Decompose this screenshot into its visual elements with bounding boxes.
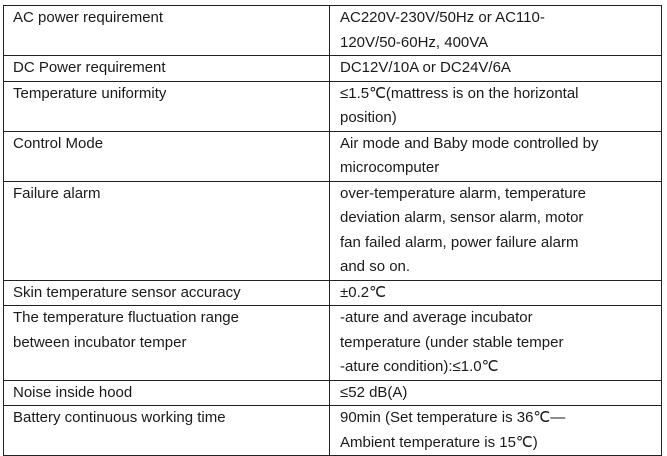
spec-label: Temperature uniformity [4, 81, 330, 131]
spec-value: over-temperature alarm, temperature deviation alarm, sensor alarm, motor fan failed alarm, power failure alarm and so on. [330, 181, 662, 280]
table-row [4, 406, 662, 456]
spec-value: DC12V/10A or DC24V/6A [330, 56, 662, 82]
spec-value: Air mode and Baby mode controlled by microcomputer [330, 131, 662, 181]
table-row [4, 81, 662, 131]
spec-label: Battery continuous working time [4, 406, 330, 456]
spec-label: DC Power requirement [4, 56, 330, 82]
spec-label: Control Mode [4, 131, 330, 181]
table-row [4, 6, 662, 56]
table-row [4, 380, 662, 406]
spec-label: Noise inside hood [4, 380, 330, 406]
spec-value: AC220V-230V/50Hz or AC110- 120V/50-60Hz, 400VA [330, 6, 662, 56]
spec-label: Failure alarm [4, 181, 330, 280]
table-row [4, 181, 662, 280]
spec-label: AC power requirement [4, 6, 330, 56]
specifications-table [3, 5, 662, 456]
table-row [4, 280, 662, 306]
spec-value: 90min (Set temperature is 36℃— Ambient temperature is 15℃) [330, 406, 662, 456]
table-row [4, 131, 662, 181]
table-row [4, 306, 662, 381]
spec-value: ≤1.5℃(mattress is on the horizontal position) [330, 81, 662, 131]
spec-value: ±0.2℃ [330, 280, 662, 306]
spec-value: ≤52 dB(A) [330, 380, 662, 406]
spec-label: Skin temperature sensor accuracy [4, 280, 330, 306]
table-row [4, 56, 662, 82]
spec-label: The temperature fluctuation range between incubator temper [4, 306, 330, 381]
spec-value: -ature and average incubator temperature (under stable temper -ature condition):≤1.0℃ [330, 306, 662, 381]
